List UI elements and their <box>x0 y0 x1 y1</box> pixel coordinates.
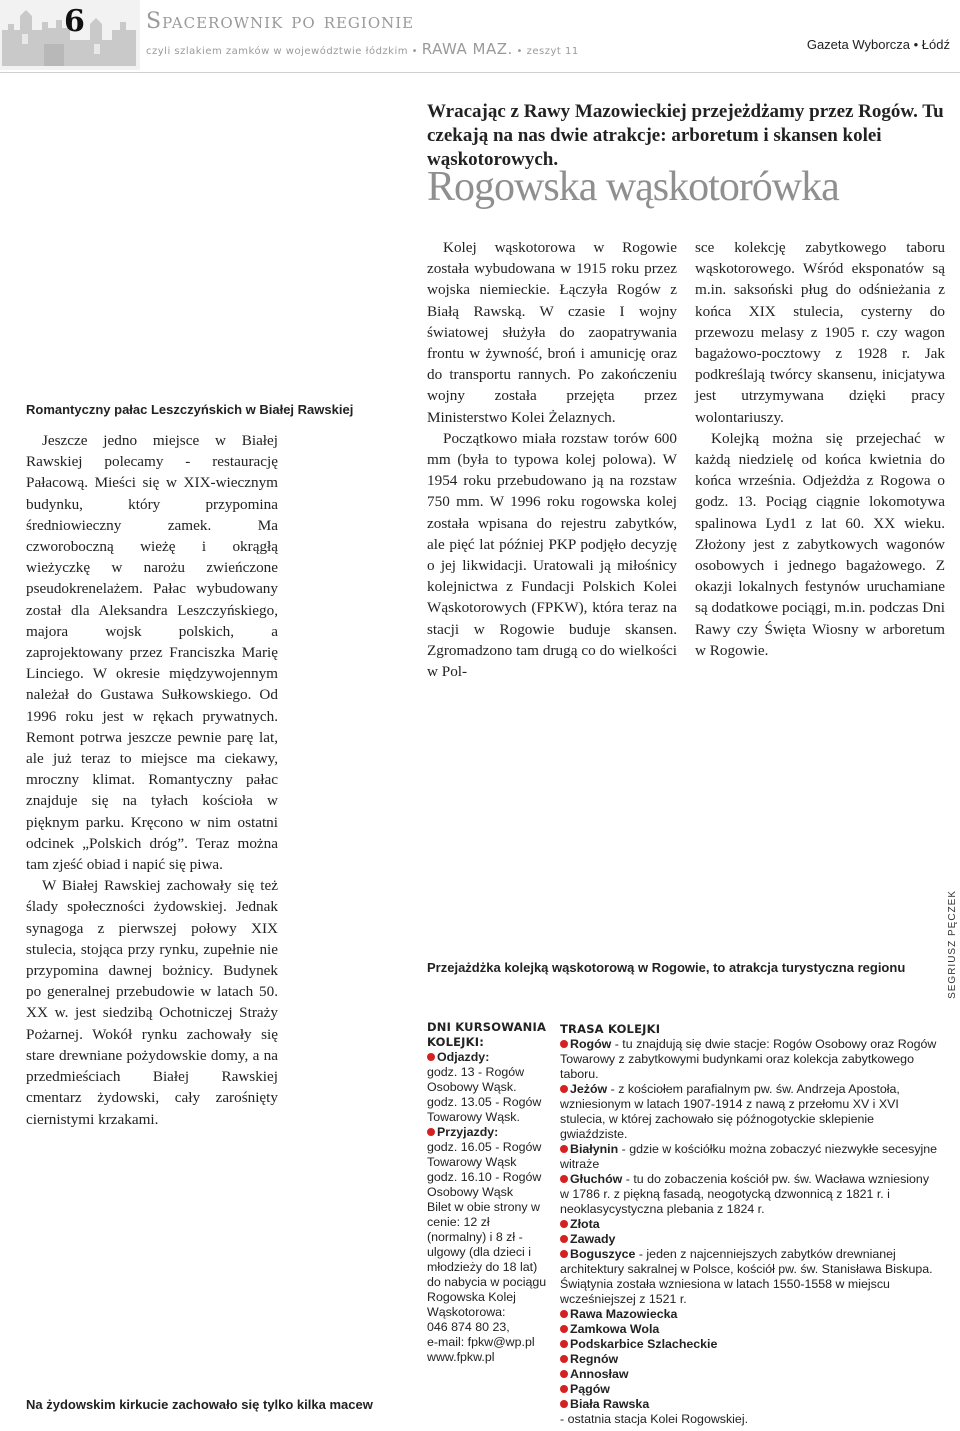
route-stop <box>560 1082 940 1142</box>
arrivals-label: Przyjazdy: <box>437 1125 499 1139</box>
series-title: Spacerownik po regionie <box>146 9 415 34</box>
route-stop <box>560 1247 940 1307</box>
route-stop <box>560 1352 940 1367</box>
series-subtitle-place: RAWA MAZ. <box>421 40 513 58</box>
bullet-dot-icon <box>427 1053 435 1061</box>
route-stop-description: - z kościołem parafialnym pw. św. Andrzeja Apostoła, wzniesionym w latach 1907-1914 z nawą z przełomu XV i XVI stulecia, w której zachowało się późnogotyckie sklepienie gwiaździste. <box>560 1082 900 1141</box>
route-stop-name: Regnów <box>570 1352 619 1366</box>
bullet-dot-icon <box>560 1385 568 1393</box>
palace-caption: Romantyczny pałac Leszczyńskich w Białej Rawskiej <box>26 402 354 417</box>
route-stop-name: Rawa Mazowiecka <box>570 1307 678 1321</box>
route-stop-name: Jeżów <box>570 1082 608 1096</box>
departures-text: godz. 13 - Rogów Osobowy Wąsk. godz. 13.05 - Rogów Towarowy Wąsk. <box>427 1065 542 1124</box>
route-stop-name: Podskarbice Szlacheckie <box>570 1337 718 1351</box>
article-headline: Rogowska wąskotorówka <box>427 164 839 210</box>
train-caption: Przejażdżka kolejką wąskotorową w Rogowie, to atrakcja turystyczna regionu <box>427 960 906 975</box>
paragraph: sce kolekcję zabytkowego taboru wąskotorowego. Wśród eksponatów są m.in. saksoński pług do odśnieżania z końca XIX stulecia, cysterny do przewozu melasy z 1905 r. czy wagon bagażowo-pocztowy z 1928 r. Jak podkreślają twórcy skansenu, inicjatywa jest utrzymywana dzięki pracy wolontariuszy. <box>695 239 945 426</box>
route-stop-description: - jeden z najcenniejszych zabytków drewnianej architektury sakralnej w Polsce, kościół pw. św. Stanisława Biskupa. Świątynia została wzniesiona w latach 1550-1558 w miejscu wcześniejszej z 1521 r. <box>560 1247 933 1306</box>
route-stop-name: Rogów <box>570 1037 612 1051</box>
photo-credit: SEGRIUSZ PĘCZEK <box>947 890 958 999</box>
arrivals-text: godz. 16.05 - Rogów Towarowy Wąsk godz. 16.10 - Rogów Osobowy Wąsk <box>427 1140 542 1199</box>
paragraph: Kolejką można się przejechać w każdą niedzielę od końca kwietnia do końca września. Odjeżdża z Rogowa o godz. 13. Pociąg ciągnie lokomotywa spalinowa Lyd1 z lat 60. XX wieku. Złożony jest z zabytkowych wagonów osobowych i jednego bagażowego. Z okazji lokalnych festynów uruchamiane są dodatkowe pociągi, m.in. podczas Dni Rawy czy Święta Wiosny w arboretum w Rogowie. <box>695 429 945 659</box>
tickets-text: Bilet w obie strony w cenie: 12 zł (normalny) i 8 zł - ulgowy (dla dzieci i młodzieży do 18 lat) do nabycia w pociągu Rogowska Kolej Wąskotorowa: <box>427 1200 547 1319</box>
series-subtitle-post: • zeszyt 11 <box>516 46 579 57</box>
route-stop-name: Głuchów <box>570 1172 623 1186</box>
bullet-dot-icon <box>560 1040 568 1048</box>
bullet-dot-icon <box>560 1400 568 1408</box>
route-stop-description: - gdzie w kościółku można zobaczyć niezwykłe secesyjne witraże <box>560 1142 938 1171</box>
route-stop <box>560 1337 940 1352</box>
route-stop <box>560 1232 940 1247</box>
route-stop-name: Annosław <box>570 1367 629 1381</box>
route-stop <box>560 1172 940 1217</box>
route-stop-name: Biała Rawska <box>570 1397 650 1411</box>
schedule-heading: DNI KURSOWANIA KOLEJKI: <box>427 1020 547 1049</box>
bullet-dot-icon <box>560 1220 568 1228</box>
route-stop-name: Pągów <box>570 1382 610 1396</box>
route-stop <box>560 1322 940 1337</box>
bullet-dot-icon <box>560 1370 568 1378</box>
route-stop <box>560 1217 940 1232</box>
paragraph: Kolej wąskotorowa w Rogowie została wybudowana w 1915 roku przez wojska niemieckie. Łączyła Rogów z Białą Rawską. W czasie I wojny światowej służyła do zaopatrywania frontu w żywność, broń i amunicję oraz do transportu rannych. Po zakończeniu wojny została przejęta przez Ministerstwo Kolei Żelaznych. <box>427 239 677 426</box>
route-heading: TRASA KOLEJKI <box>560 1022 661 1036</box>
paragraph: Początkowo miała rozstaw torów 600 mm (była to typowa kolej polowa). W 1954 roku przebudowano ją na rozstaw 750 mm. W 1996 roku rogowska kolej została wpisana do rejestru zabytków, ale pięć lat później PKP podjęło decyzję o jej likwidacji. Uratowali ją miłośnicy kolejnictwa z Fundacji Polskich Kolei Wąskotorowych (FPKW), która teraz na stacji w Rogowie buduje skansen. Zgromadzono tam drugą co do wielkości w Pol- <box>427 429 677 681</box>
route-stop-name: Boguszyce <box>570 1247 636 1261</box>
departures-label: Odjazdy: <box>437 1050 490 1064</box>
page-number: 6 <box>64 4 85 39</box>
route-stop <box>560 1397 940 1412</box>
bullet-dot-icon <box>560 1235 568 1243</box>
route-stop <box>560 1367 940 1382</box>
page-header <box>0 0 960 72</box>
header-divider <box>0 72 960 73</box>
bullet-dot-icon <box>427 1128 435 1136</box>
email-link[interactable]: e-mail: fpkw@wp.pl <box>427 1335 535 1349</box>
newspaper-name: Gazeta Wyborcza • Łódź <box>806 37 950 52</box>
paragraph: W Białej Rawskiej zachowały się też ślady społeczności żydowskiej. Jednak synagoga z pierwszej połowy XIX stulecia, stojąca przy rynku, zupełnie nie przypomina dawnej bożnicy. Budynek po generalnej przebudowie w latach 50. XX w. jest siedzibą Ochotniczej Straży Pożarnej. Wokół rynku zachowały się stare drewniane pożydowskie domy, a na przedmieściach Białej Rawskiej cmentarz żydowski, cały zarośnięty ciernistymi krzakami. <box>26 877 278 1128</box>
train-photo <box>427 650 939 955</box>
route-stop-name: Złota <box>570 1217 600 1231</box>
palace-photo <box>26 90 406 395</box>
bullet-dot-icon <box>560 1340 568 1348</box>
cemetery-photo <box>26 1125 406 1390</box>
bullet-dot-icon <box>560 1145 568 1153</box>
phone-number: 046 874 80 23, <box>427 1320 510 1334</box>
paragraph: Jeszcze jedno miejsce w Białej Rawskiej polecamy - restaurację Pałacową. Mieści się w XIX-wiecznym budynku, który przypomina średniowieczny zamek. Ma czworoboczną wieżę i okrągłą wieżyczkę w narożu zwieńczone pseudokrenelażem. Pałac wybudowany został dla Aleksandra Leszczyńskiego, majora wojsk polskich, a zaprojektowany przez Franciszka Marię Linciego. W okresie międzywojennym należał do Gustawa Sułkowskiego. Od 1996 roku jest w rękach prywatnych. Remont potrwa jeszcze pewnie parę lat, ale już teraz to miejsce ma ciekawy, mroczny klimat. Romantyczny pałac znajduje się na tyłach kościoła w pięknym parku. Kręcono w nim ostatni odcinek „Polskich dróg”. Teraz można tam zjeść obiad i napić się piwa. <box>26 432 278 874</box>
website-link[interactable]: www.fpkw.pl <box>427 1350 495 1364</box>
schedule-box <box>427 1020 547 1365</box>
article-column-left <box>26 430 278 1130</box>
route-stop-description: - tu do zobaczenia kościół pw. św. Wacława wzniesiony w 1786 r. z piękną fasadą, neogotycką dzwonnicą z 1821 r. i neoklasycystyczna plebania z 1824 r. <box>560 1172 930 1216</box>
article-column-middle <box>427 237 677 682</box>
bullet-dot-icon <box>560 1325 568 1333</box>
route-stop-name: Zawady <box>570 1232 616 1246</box>
route-stop-description: - tu znajdują się dwie stacje: Rogów Osobowy oraz Rogów Towarowy z zabytkowymi budynkami oraz kolekcja zabytkowego taboru. <box>560 1037 937 1081</box>
route-stop <box>560 1382 940 1397</box>
bullet-dot-icon <box>560 1310 568 1318</box>
bullet-dot-icon <box>560 1250 568 1258</box>
route-stop <box>560 1142 940 1172</box>
route-stop-name: Białynin <box>570 1142 619 1156</box>
series-subtitle-pre: czyli szlakiem zamków w województwie łódzkim • <box>146 46 419 57</box>
series-subtitle <box>146 40 579 58</box>
bullet-dot-icon <box>560 1355 568 1363</box>
route-stop <box>560 1307 940 1322</box>
cemetery-caption: Na żydowskim kirkucie zachowało się tylko kilka macew <box>26 1397 373 1412</box>
article-lead: Wracając z Rawy Mazowieckiej przejeżdżamy przez Rogów. Tu czekają na nas dwie atrakcje: arboretum i skansen kolei wąskotorowych. <box>427 101 944 170</box>
route-final-note: - ostatnia stacja Kolei Rogowskiej. <box>560 1412 749 1426</box>
route-stop-name: Zamkowa Wola <box>570 1322 660 1336</box>
route-stop <box>560 1037 940 1082</box>
article-column-right <box>695 237 945 661</box>
bullet-dot-icon <box>560 1175 568 1183</box>
route-box <box>560 1022 940 1427</box>
bullet-dot-icon <box>560 1085 568 1093</box>
route-stop-list <box>560 1037 940 1412</box>
